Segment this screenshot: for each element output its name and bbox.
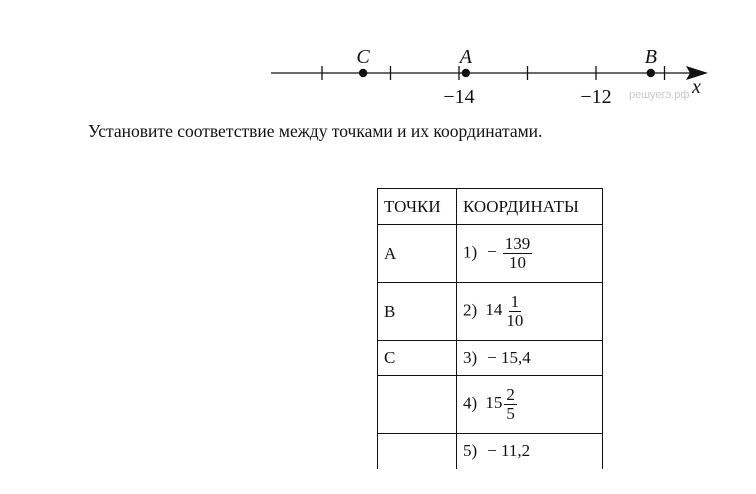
point-a-label: A [459, 46, 472, 68]
point-b-label: B [644, 46, 657, 68]
option-number: 3) [463, 348, 478, 367]
mixed-whole: 14 [485, 300, 503, 320]
point-c-marker [359, 69, 367, 77]
point-b-marker [647, 69, 655, 77]
point-cell [378, 376, 457, 434]
table-row [378, 283, 603, 341]
header-points: ТОЧКИ [378, 189, 457, 225]
fraction-denominator: 10 [509, 253, 527, 272]
point-cell [378, 434, 457, 469]
fraction [504, 386, 517, 423]
minus-sign: − [487, 242, 497, 262]
fraction-denominator: 10 [506, 311, 524, 330]
point-c-label: C [356, 46, 370, 68]
coordinate-cell [457, 376, 603, 434]
fraction-numerator: 139 [504, 234, 531, 254]
option-number: 2) [463, 300, 478, 320]
coordinate-cell [457, 434, 603, 469]
decimal-value: − 11,2 [487, 441, 531, 461]
table-header-row [378, 189, 603, 225]
point-cell: A [378, 225, 457, 283]
point-cell: B [378, 283, 457, 341]
point-a-marker [462, 69, 470, 77]
tick-label: −12 [580, 86, 612, 108]
fraction-numerator: 2 [506, 385, 515, 405]
task-instruction: Установите соответствие между точками и их координатами. [88, 121, 543, 141]
table-row [378, 376, 603, 434]
number-line [0, 0, 756, 110]
coordinate-cell [457, 225, 603, 283]
watermark-text: решуегэ.рф [629, 89, 690, 101]
fraction-numerator: 1 [510, 292, 520, 312]
header-coordinates: КООРДИНАТЫ [457, 189, 603, 225]
matching-table [377, 188, 603, 469]
fraction [504, 293, 525, 330]
decimal-value: − 15,4 [487, 348, 531, 367]
table-row [378, 341, 603, 376]
option-number: 5) [463, 441, 478, 461]
coordinate-cell [457, 341, 603, 376]
fraction-denominator: 5 [506, 404, 515, 423]
coordinate-cell [457, 283, 603, 341]
mixed-whole: 15 [485, 393, 503, 413]
tick-label: −14 [443, 86, 475, 108]
option-number: 1) [463, 242, 478, 262]
axis-label-x: x [692, 76, 701, 98]
option-number: 4) [463, 393, 478, 413]
fraction [503, 235, 533, 272]
point-cell: C [378, 341, 457, 376]
table-row [378, 225, 603, 283]
table-row [378, 434, 603, 469]
